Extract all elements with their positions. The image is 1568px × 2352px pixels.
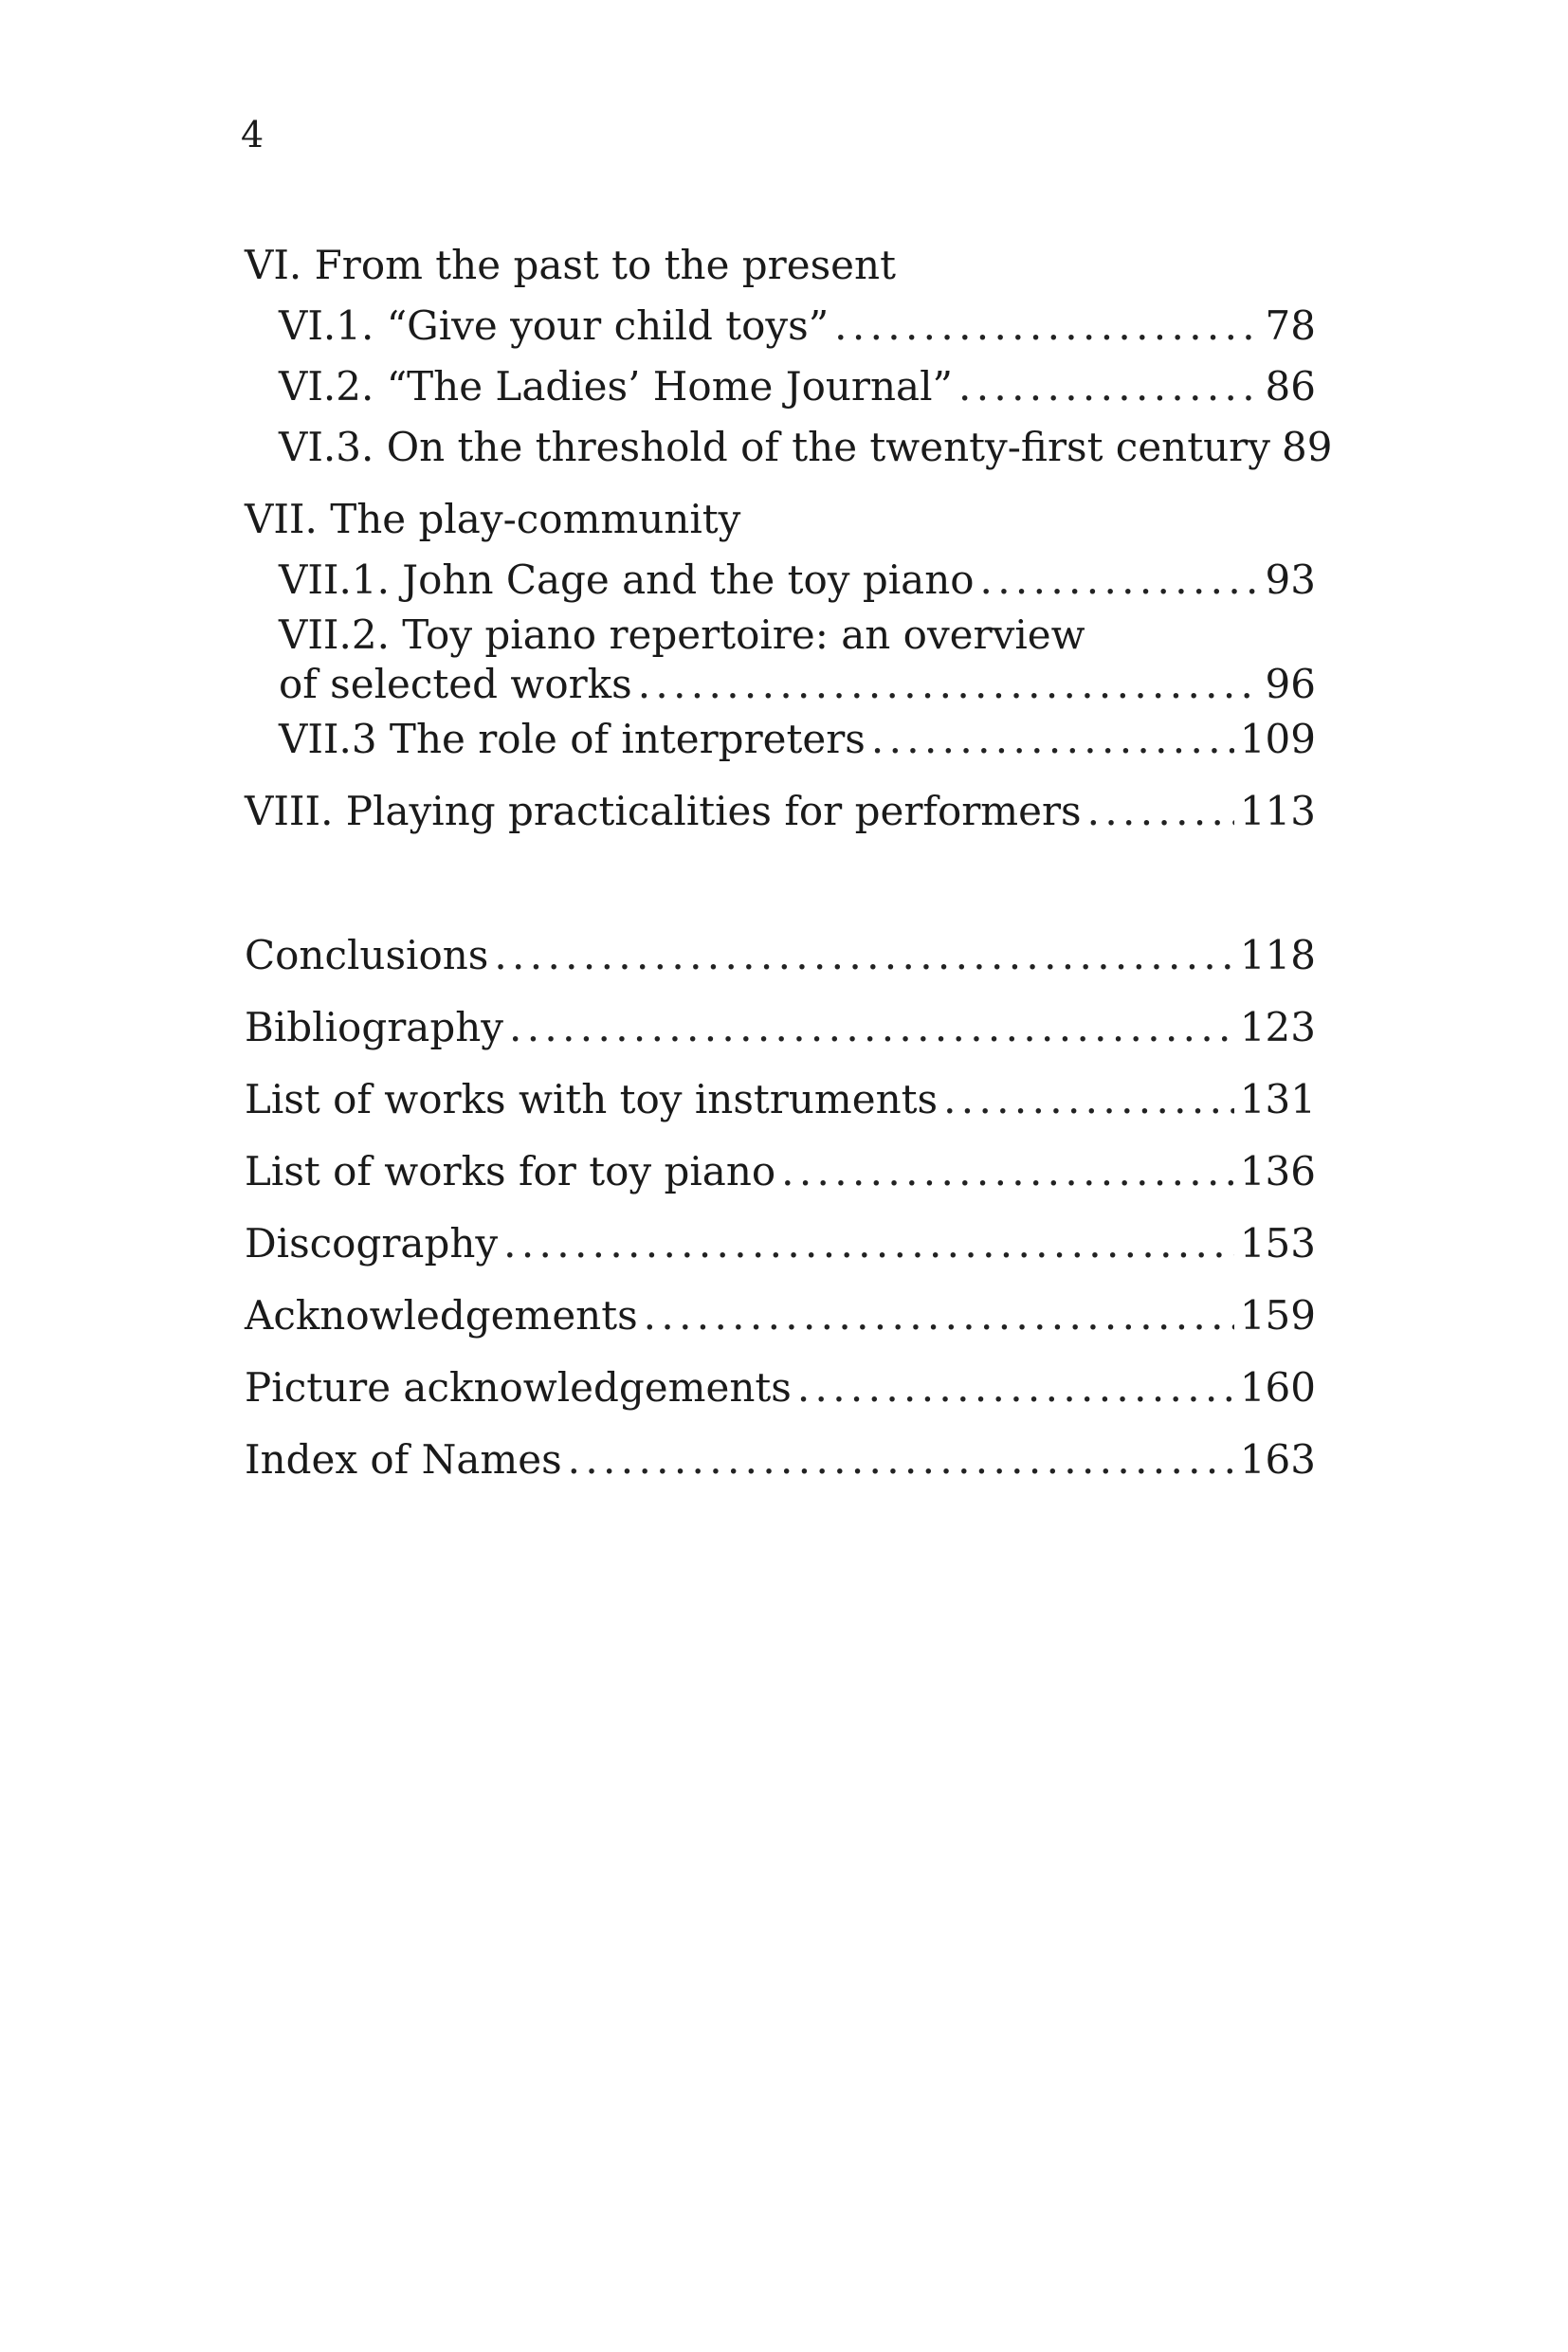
- toc-entry-page: 118: [1239, 932, 1316, 978]
- toc-entry[interactable]: [245, 550, 1316, 611]
- toc-entry-back-matter[interactable]: [245, 920, 1316, 992]
- toc-entry-label: VII.3 The role of interpreters: [279, 716, 866, 762]
- dot-leader: [781, 1136, 1234, 1208]
- toc-entry-label-line1[interactable]: VII.2. Toy piano repertoire: an overview: [279, 611, 1085, 658]
- toc-entry-label: Index of Names: [245, 1436, 562, 1483]
- toc-entry[interactable]: [245, 296, 1316, 356]
- toc-entry-label: VII.1. John Cage and the toy piano: [279, 556, 975, 603]
- toc-entry-back-matter[interactable]: [245, 992, 1316, 1064]
- toc-entry-back-matter[interactable]: [245, 1352, 1316, 1424]
- chapter-vi: [245, 235, 1333, 478]
- table-of-contents: [245, 235, 1333, 1496]
- toc-entry-page: 123: [1239, 1004, 1316, 1050]
- toc-entry-page: 131: [1239, 1076, 1316, 1122]
- toc-entry-label: Acknowledgements: [245, 1292, 638, 1339]
- dot-leader: [980, 550, 1260, 611]
- dot-leader: [494, 920, 1233, 992]
- toc-entry-label: Picture acknowledgements: [245, 1364, 792, 1411]
- dot-leader: [797, 1352, 1234, 1424]
- section-spacer: [245, 842, 1316, 920]
- page-number: 4: [241, 114, 264, 155]
- toc-entry-label: Discography: [245, 1220, 499, 1267]
- toc-entry-page: 109: [1239, 716, 1316, 762]
- toc-entry-label: VI.3. On the threshold of the twenty-first century: [279, 424, 1270, 470]
- toc-entry-page: 86: [1265, 363, 1316, 410]
- dot-leader: [568, 1424, 1234, 1496]
- toc-entry[interactable]: [245, 417, 1333, 478]
- toc-entry-page: 163: [1239, 1436, 1316, 1483]
- toc-entry[interactable]: [245, 709, 1316, 770]
- chapter-heading: VII. The play-community: [245, 496, 741, 542]
- toc-entry-page: 113: [1239, 788, 1316, 834]
- toc-entry-page: 93: [1265, 556, 1316, 603]
- toc-entry-back-matter[interactable]: [245, 1280, 1316, 1352]
- toc-entry-label: VI.1. “Give your child toys”: [279, 302, 830, 349]
- dot-leader: [1087, 781, 1234, 842]
- dot-leader: [644, 1280, 1234, 1352]
- dot-leader: [503, 1208, 1234, 1280]
- toc-entry-page: 159: [1239, 1292, 1316, 1339]
- toc-entry-label: List of works for toy piano: [245, 1148, 776, 1194]
- toc-entry-page: 160: [1239, 1364, 1316, 1411]
- toc-entry-label: VI.2. “The Ladies’ Home Journal”: [279, 363, 953, 410]
- toc-entry-label: Bibliography: [245, 1004, 503, 1050]
- dot-leader: [958, 356, 1260, 417]
- dot-leader: [509, 992, 1234, 1064]
- toc-entry-label-line2: of selected works: [279, 661, 632, 707]
- toc-entry-page: 153: [1239, 1220, 1316, 1267]
- toc-entry[interactable]: [245, 356, 1316, 417]
- dot-leader: [638, 660, 1260, 709]
- chapter-vii: [245, 489, 1316, 770]
- toc-entry-page: 78: [1265, 302, 1316, 349]
- toc-entry-label: List of works with toy instruments: [245, 1076, 939, 1122]
- toc-entry-label: VIII. Playing practicalities for performers: [245, 788, 1082, 834]
- dot-leader: [943, 1064, 1234, 1136]
- toc-entry-page: 136: [1239, 1148, 1316, 1194]
- dot-leader: [834, 296, 1259, 356]
- toc-entry-back-matter[interactable]: [245, 1064, 1316, 1136]
- toc-entry-page: 96: [1265, 661, 1316, 707]
- toc-entry[interactable]: [245, 660, 1316, 709]
- toc-entry-back-matter[interactable]: [245, 1136, 1316, 1208]
- dot-leader: [871, 709, 1234, 770]
- toc-entry-back-matter[interactable]: [245, 1208, 1316, 1280]
- toc-entry-back-matter[interactable]: [245, 1424, 1316, 1496]
- toc-entry-page: 89: [1281, 424, 1333, 470]
- chapter-heading: VI. From the past to the present: [245, 242, 896, 288]
- toc-entry-chapter-viii[interactable]: [245, 781, 1316, 842]
- toc-entry-label: Conclusions: [245, 932, 489, 978]
